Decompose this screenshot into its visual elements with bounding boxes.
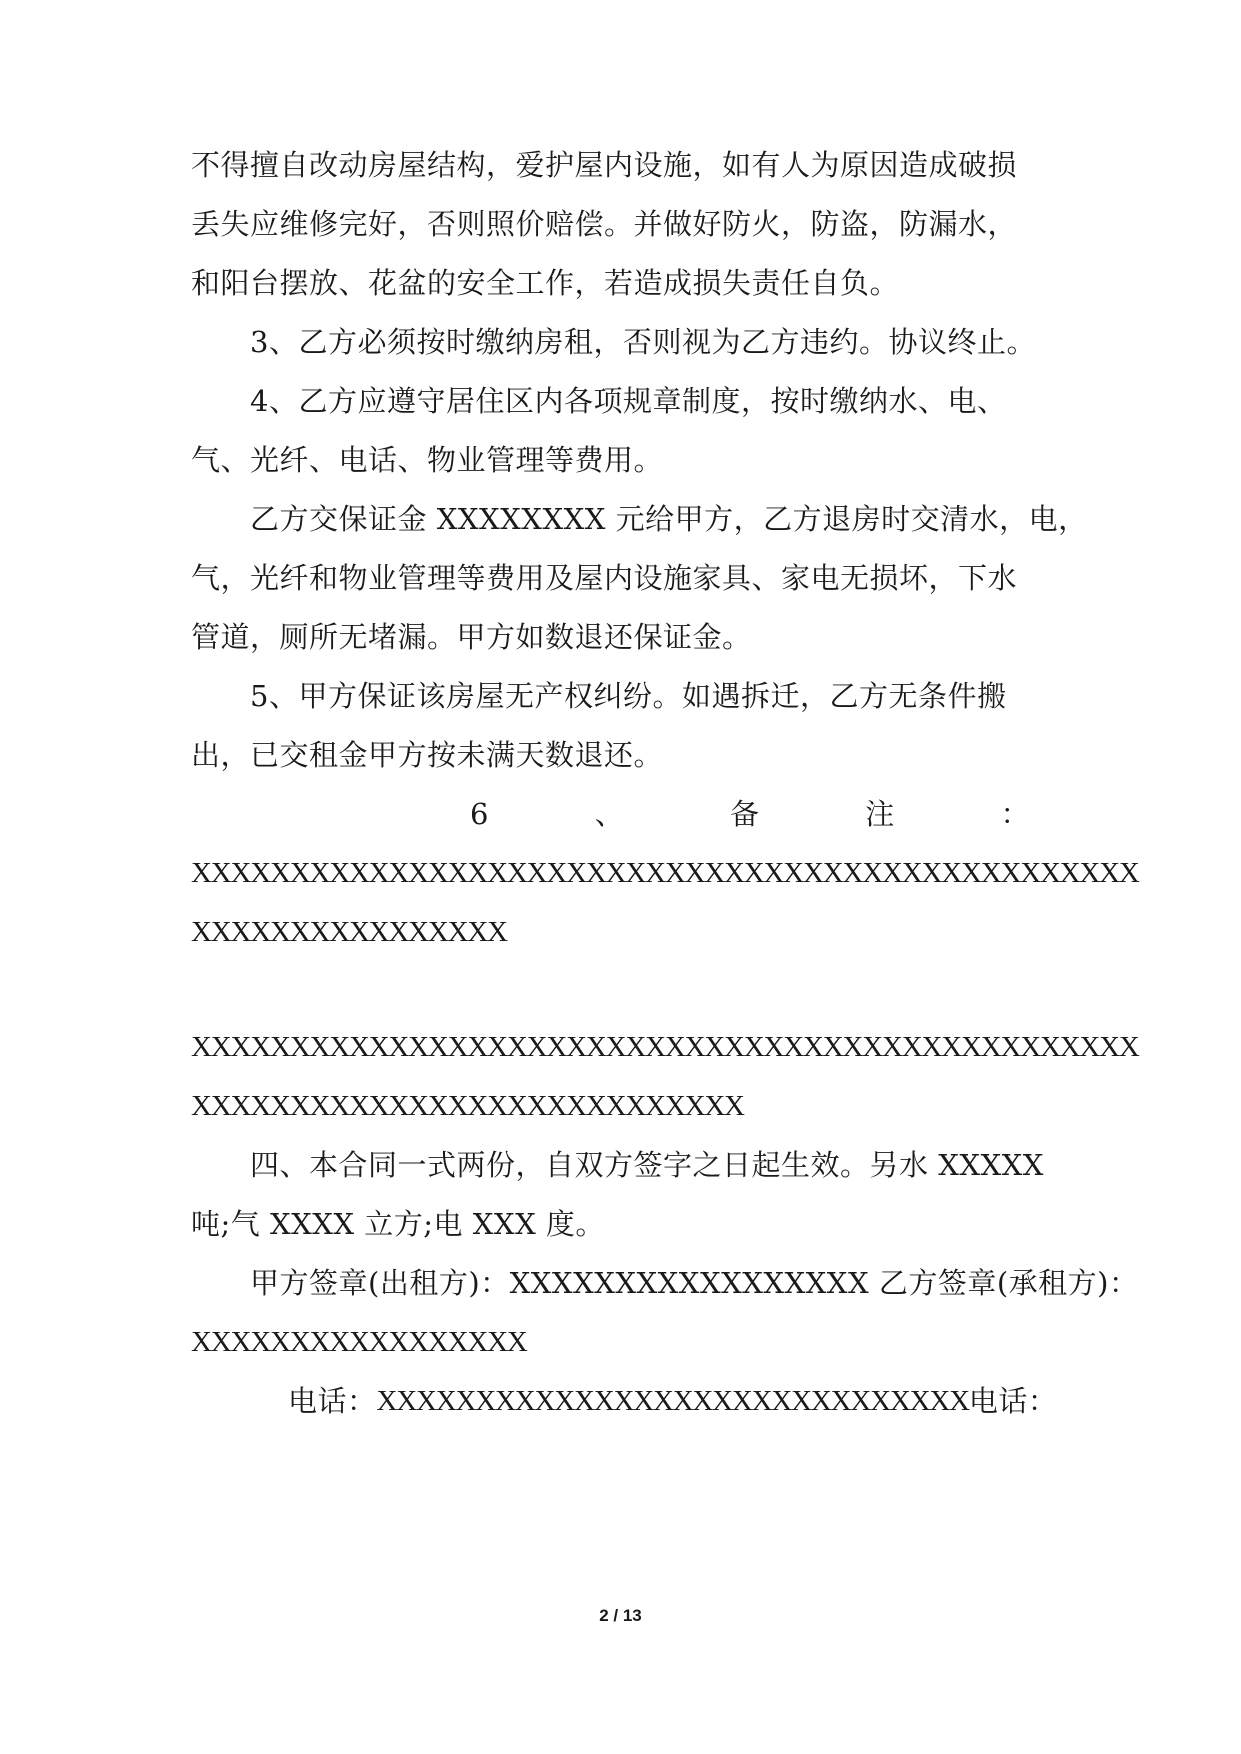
paragraph-line: 和阳台摆放、花盆的安全工作，若造成损失责任自负。 xyxy=(191,266,900,300)
paragraph-line: 不得擅自改动房屋结构，爱护屋内设施，如有人为原因造成破损 xyxy=(191,148,1018,182)
signature-line: 甲方签章(出租方)：XXXXXXXXXXXXXXXXX 乙方签章(承租方)： xyxy=(250,1266,1139,1300)
phone-part: ： xyxy=(347,1384,377,1418)
paragraph-line: 气、光纤、电话、物业管理等费用。 xyxy=(191,443,664,477)
phone-value: XXXXXXXXXXXXXXXXXXXXXXXXXXXXXX xyxy=(376,1385,969,1417)
remark-part: 6 xyxy=(470,797,489,831)
phone-part: 电 xyxy=(968,1384,999,1418)
remark-heading xyxy=(470,794,1030,834)
paragraph-line: 气，光纤和物业管理等费用及屋内设施家具、家电无损坏，下水 xyxy=(191,561,1018,595)
paragraph-line: 吨;气 XXXX 立方;电 XXX 度。 xyxy=(191,1207,605,1241)
phone-part: 电 xyxy=(288,1384,318,1418)
remark-part: 、 xyxy=(594,797,625,831)
phone-part: 话 xyxy=(317,1384,348,1418)
phone-part: ： xyxy=(1027,1384,1058,1418)
paragraph-line: 丢失应维修完好，否则照价赔偿。并做好防火，防盗，防漏水， xyxy=(191,207,1018,241)
signature-value-line: XXXXXXXXXXXXXXXXX xyxy=(191,1326,527,1358)
clause-3-line: 3、乙方必须按时缴纳房租，否则视为乙方违约。协议终止。 xyxy=(250,325,1036,359)
page-number: 2 / 13 xyxy=(599,1606,642,1625)
deposit-line: 乙方交保证金 XXXXXXXX 元给甲方，乙方退房时交清水，电， xyxy=(250,502,1088,536)
remark-part: ： xyxy=(1000,797,1030,831)
remark-part: 备 xyxy=(729,797,760,831)
clause-5-line: 5、甲方保证该房屋无产权纠纷。如遇拆迁，乙方无条件搬 xyxy=(250,679,1007,713)
clause-4-contract-line: 四、本合同一式两份，自双方签字之日起生效。另水 XXXXX xyxy=(250,1148,1044,1182)
paragraph-line: 出，已交租金甲方按未满天数退还。 xyxy=(191,738,664,772)
remark-part: 注 xyxy=(865,797,895,831)
clause-4-line: 4、乙方应遵守居住区内各项规章制度，按时缴纳水、电、 xyxy=(250,384,1007,418)
phone-line xyxy=(288,1381,1058,1421)
remark-text-line: XXXXXXXXXXXXXXXXXXXXXXXXXXXX xyxy=(191,1090,744,1122)
paragraph-line: 管道，厕所无堵漏。甲方如数退还保证金。 xyxy=(191,620,752,654)
remark-text-line: XXXXXXXXXXXXXXXXXXXXXXXXXXXXXXXXXXXXXXXXXXXXXXXX xyxy=(191,1031,1139,1063)
phone-part: 话 xyxy=(998,1384,1028,1418)
remark-text-line: XXXXXXXXXXXXXXXX xyxy=(191,916,507,948)
remark-text-line: XXXXXXXXXXXXXXXXXXXXXXXXXXXXXXXXXXXXXXXXXXXXXXXX xyxy=(191,857,1139,889)
